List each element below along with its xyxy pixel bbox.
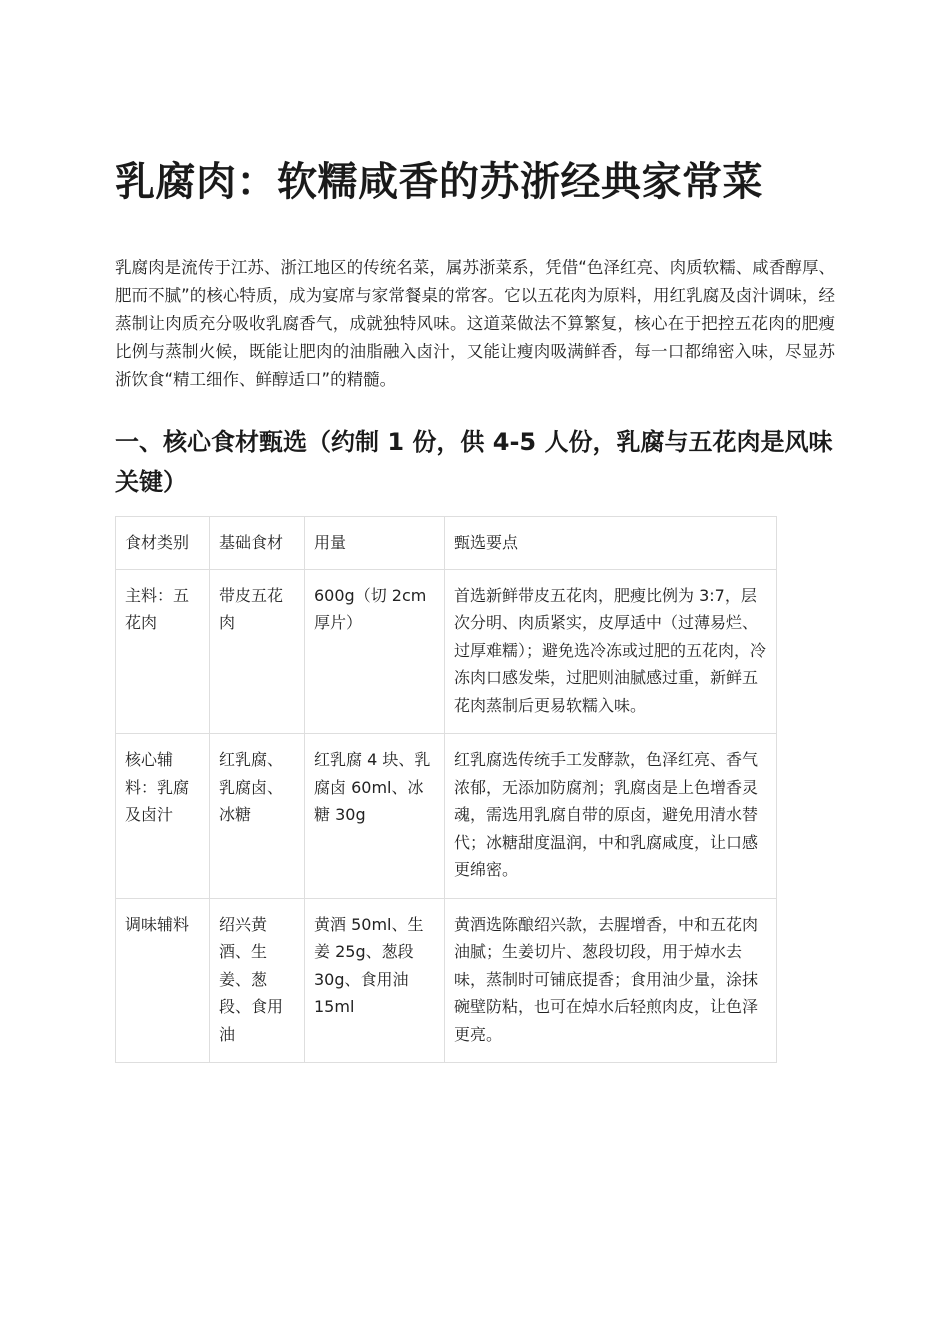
page-title: 乳腐肉：软糯咸香的苏浙经典家常菜 bbox=[115, 159, 763, 205]
table-row bbox=[116, 569, 777, 734]
cell-category: 调味辅料 bbox=[116, 898, 210, 1063]
table-header-row bbox=[116, 517, 777, 570]
table-row bbox=[116, 898, 777, 1063]
cell-category: 核心辅料：乳腐及卤汁 bbox=[116, 734, 210, 899]
cell-notes: 首选新鲜带皮五花肉，肥瘦比例为 3:7，层次分明、肉质紧实，皮厚适中（过薄易烂、过厚难糯）；避免选冷冻或过肥的五花肉，冷冻肉口感发柴，过肥则油腻感过重，新鲜五花肉蒸制后更易软糯入味。 bbox=[445, 569, 777, 734]
document-page bbox=[115, 150, 835, 1063]
cell-category: 主料：五花肉 bbox=[116, 569, 210, 734]
cell-amount: 600g（切 2cm 厚片） bbox=[305, 569, 445, 734]
section-heading-ingredients: 一、核心食材甄选（约制 1 份，供 4-5 人份，乳腐与五花肉是风味关键） bbox=[115, 428, 833, 496]
cell-amount: 红乳腐 4 块、乳腐卤 60ml、冰糖 30g bbox=[305, 734, 445, 899]
table-row bbox=[116, 734, 777, 899]
intro-paragraph: 乳腐肉是流传于江苏、浙江地区的传统名菜，属苏浙菜系，凭借“色泽红亮、肉质软糯、咸香醇厚、肥而不腻”的核心特质，成为宴席与家常餐桌的常客。它以五花肉为原料，用红乳腐及卤汁调味，经蒸制让肉质充分吸收乳腐香气，成就独特风味。这道菜做法不算繁复，核心在于把控五花肉的肥瘦比例与蒸制火候，既能让肥肉的油脂融入卤汁，又能让瘦肉吸满鲜香，每一口都绵密入味，尽显苏浙饮食“精工细作、鲜醇适口”的精髓。 bbox=[115, 258, 835, 389]
cell-ingredient: 绍兴黄酒、生姜、葱段、食用油 bbox=[210, 898, 305, 1063]
cell-notes: 黄酒选陈酿绍兴款，去腥增香，中和五花肉油腻；生姜切片、葱段切段，用于焯水去味，蒸制时可铺底提香；食用油少量，涂抹碗壁防粘，也可在焯水后轻煎肉皮，让色泽更亮。 bbox=[445, 898, 777, 1063]
cell-ingredient: 带皮五花肉 bbox=[210, 569, 305, 734]
cell-ingredient: 红乳腐、乳腐卤、冰糖 bbox=[210, 734, 305, 899]
header-ingredient: 基础食材 bbox=[210, 517, 305, 570]
ingredients-table bbox=[115, 516, 777, 1063]
header-amount: 用量 bbox=[305, 517, 445, 570]
header-notes: 甄选要点 bbox=[445, 517, 777, 570]
header-category: 食材类别 bbox=[116, 517, 210, 570]
cell-notes: 红乳腐选传统手工发酵款，色泽红亮、香气浓郁，无添加防腐剂；乳腐卤是上色增香灵魂，需选用乳腐自带的原卤，避免用清水替代；冰糖甜度温润，中和乳腐咸度，让口感更绵密。 bbox=[445, 734, 777, 899]
cell-amount: 黄酒 50ml、生姜 25g、葱段 30g、食用油 15ml bbox=[305, 898, 445, 1063]
